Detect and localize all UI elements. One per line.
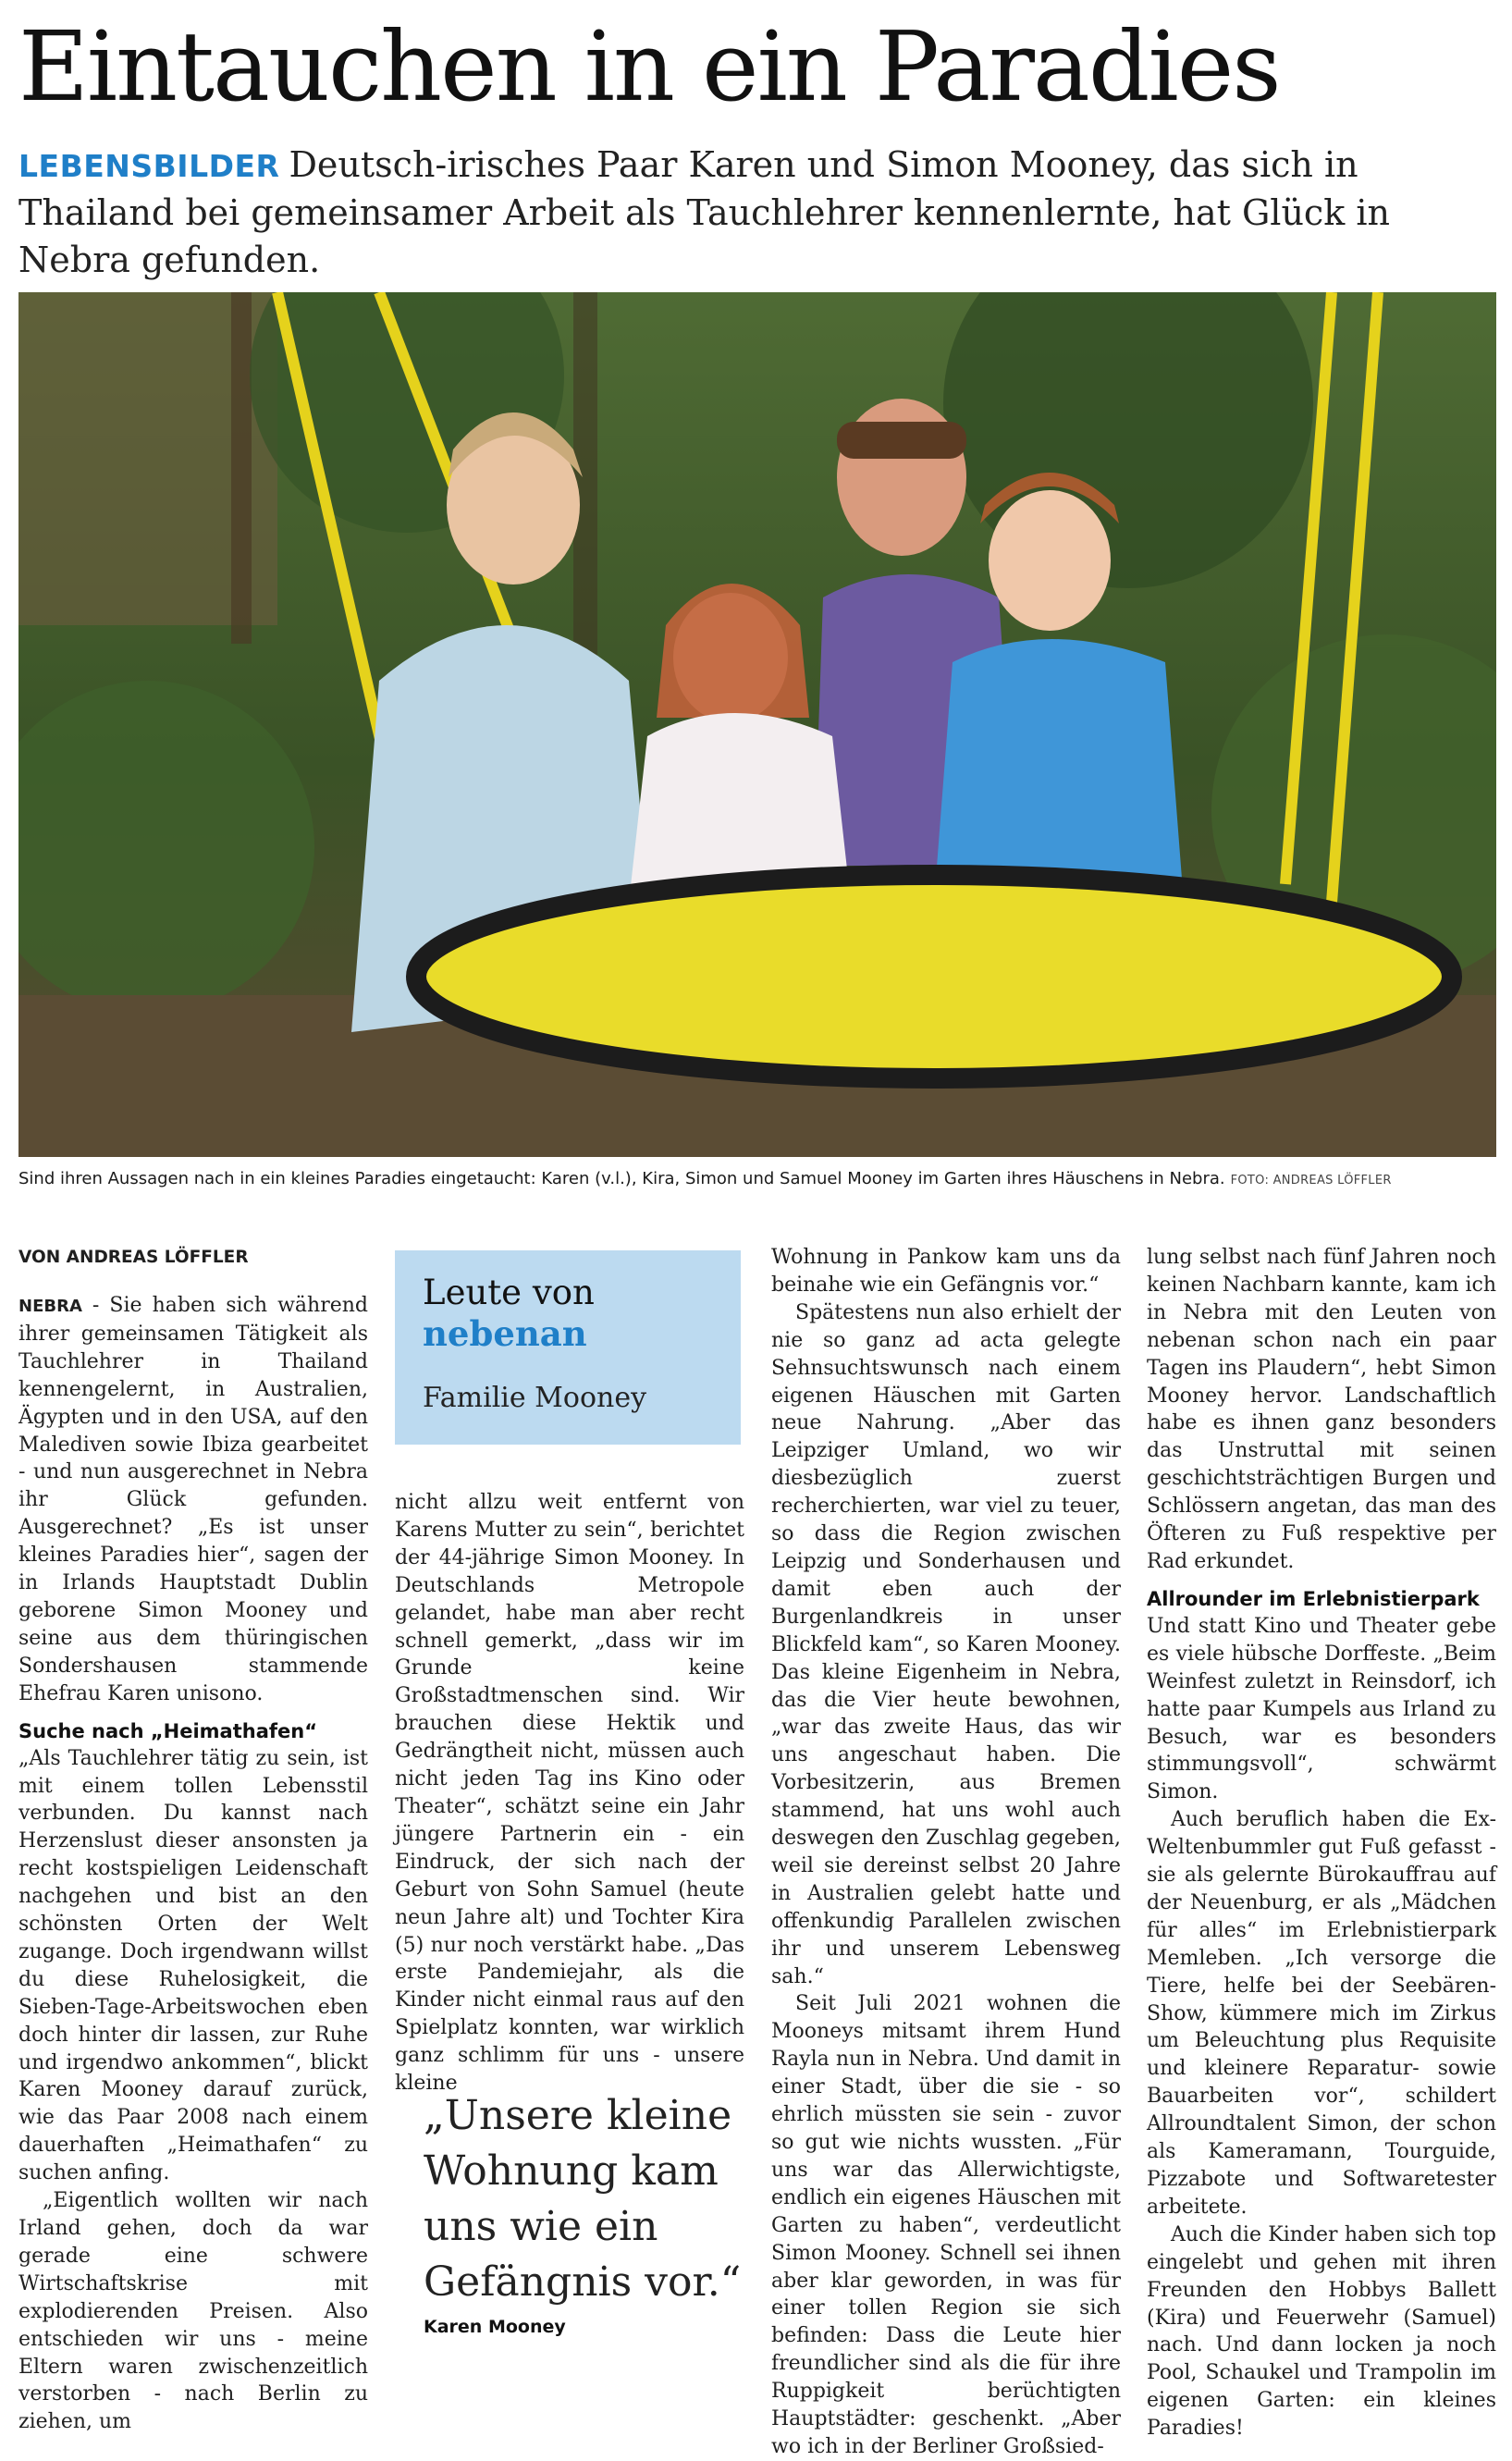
subheading-heimathafen: Suche nach „Heimathafen“ — [18, 1719, 318, 1742]
kicker: LEBENSBILDER — [18, 148, 280, 184]
photo-caption — [18, 1167, 1498, 1193]
pull-quote-author: Karen Mooney — [424, 2317, 566, 2337]
photo-credit: FOTO: ANDREAS LÖFFLER — [1230, 1174, 1392, 1187]
paragraph: nicht allzu weit entfernt von Karens Mutter zu sein“, berichtet der 44-jährige Simon Mooney. In Deutschlands Metropole gelandet, habe man aber recht schnell gemerkt, „dass wir im Grunde keine Großstadtmenschen sind. Wir brauchen diese Hektik und Gedrängtheit nicht, müssen auch nicht jeden Tag ins Kino oder Theater“, schätzt seine ein Jahr jüngere Partnerin ein - ein Eindruck, der sich nach der Geburt von Sohn Samuel (heute neun Jahre alt) und Tochter Kira (5) nur noch verstärkt habe. „Das erste Pandemiejahr, als die Kinder nicht einmal raus auf den Spielplatz konnten, war wirklich ganz schlimm für uns - unsere kleine — [395, 1491, 744, 2096]
paragraph: Spätestens nun also erhielt der nie so ganz ad acta gelegte Sehnsuchtswunsch nach einem eigenen Häuschen mit Garten neue Nahrung. „Aber das Leipziger Umland, wo wir diesbezüglich zuerst recherchierten, war viel zu teuer, so dass die Region zwischen Leipzig und Sonderhausen und damit eben auch der Burgenlandkreis in unser Blickfeld kam“, so Karen Mooney. Das kleine Eigenheim in Nebra, das die Vier heute bewohnen, „war das zweite Haus, das wir uns angeschaut haben. Die Vorbesitzerin, aus Bremen stammend, hat uns wohl auch deswegen den Zuschlag gegeben, weil sie dereinst selbst 20 Jahre in Australien gelebt hatte und offenkundig Parallelen zwischen ihr und unserem Lebensweg sah.“ — [771, 1300, 1121, 1988]
subline-text: Deutsch-irisches Paar Karen und Simon Mooney, das sich in Thailand bei gemeinsamer Arbeit als Tauchlehrer kennenlernte, hat Glück in Nebra gefunden. — [18, 144, 1390, 280]
paragraph: lung selbst nach fünf Jahren noch keinen Nachbarn kannte, kam ich in Nebra mit den Leuten von nebenan schon nach ein paar Tagen ins Plaudern“, hebt Simon Mooney hervor. Landschaftlich habe es ihnen ganz besonders das Unstruttal mit seinen geschichtsträchtigen Burgen und Schlössern angetan, das man des Öfteren zu Fuß respektive per Rad erkundet. — [1147, 1246, 1496, 1573]
info-box-title-line1: Leute von — [423, 1273, 595, 1312]
paragraph: Seit Juli 2021 wohnen die Mooneys mitsamt ihrem Hund Rayla nun in Nebra. Und damit in einer Stadt, über die sie - so ehrlich müssten sie sein - zuvor so gut wie nichts wussten. „Für uns war das Allerwichtigste, endlich ein eigenes Häuschen mit Garten zu haben“, verdeutlicht Simon Mooney. Schnell sei ihnen aber klar geworden, in was für einer tollen Region sie sich befinden: Dass die Leute hier freundlicher sind als die für ihre Ruppigkeit berüchtigten Hauptstädter: geschenkt. „Aber wo ich in der Berliner Großsied- — [771, 1992, 1121, 2458]
article-column-3 — [771, 1244, 1121, 2461]
info-box-subtitle: Familie Mooney — [423, 1382, 647, 1414]
paragraph: Wohnung in Pankow kam uns da beinahe wie ein Gefängnis vor.“ — [771, 1246, 1121, 1297]
article-column-4 — [1147, 1244, 1496, 2443]
paragraph: „Eigentlich wollten wir nach Irland gehen, doch da war gerade eine schwere Wirtschaftskrise mit explodierenden Preisen. Also entschieden wir uns - meine Eltern waren zwischenzeitlich verstorben - nach Berlin zu ziehen, um — [18, 2189, 368, 2434]
subline — [18, 142, 1498, 284]
info-box — [395, 1250, 741, 1445]
family-photo — [18, 292, 1496, 1157]
subheading-allrounder: Allrounder im Erlebnistierpark — [1147, 1587, 1480, 1610]
caption-text: Sind ihren Aussagen nach in ein kleines Paradies eingetaucht: Karen (v.l.), Kira, Simon und Samuel Mooney im Garten ihres Häuschens in Nebra. — [18, 1169, 1225, 1188]
byline: VON ANDREAS LÖFFLER — [18, 1248, 249, 1267]
paragraph: „Als Tauchlehrer tätig zu sein, ist mit einem tollen Lebensstil verbunden. Du kannst nach Herzenslust dieser ansonsten ja recht kostspieligen Leidenschaft nachgehen und bist an den schönsten Orten der Welt zugange. Doch irgendwann willst du diese Ruhelosigkeit, die Sieben-Tage-Arbeitswochen eben doch hinter dir lassen, zur Ruhe und irgendwo ankommen“, blickt Karen Mooney darauf zurück, wie das Paar 2008 nach einem dauerhaften „Heimathafen“ zu suchen anfing. — [18, 1746, 368, 2185]
article-column-2 — [395, 1489, 744, 2098]
headline: Eintauchen in ein Paradies — [18, 10, 1280, 123]
pull-quote: „Unsere kleine Wohnung kam uns wie ein Gefängnis vor.“ — [424, 2092, 742, 2306]
paragraph: Und statt Kino und Theater gebe es viele hübsche Dorffeste. „Beim Weinfest zuletzt in Reinsdorf, ich hatte paar Kumpels aus Irland zu Besuch, war es besonders stimmungsvoll“, schwärmt Simon. — [1147, 1614, 1496, 1804]
paragraph: Auch beruflich haben die Ex-Weltenbummler gut Fuß gefasst - sie als gelernte Bürokauffrau auf der Neuenburg, er als „Mädchen für alles“ im Erlebnistierpark Memleben. „Ich versorge die Tiere, helfe bei der Seebären-Show, kümmere mich im Zirkus um Beleuchtung plus Requisite und kleinere Reparatur- sowie Bauarbeiten vor“, schildert Allroundtalent Simon, der schon als Kameramann, Tourguide, Pizzabote und Softwaretester arbeitete. — [1147, 1808, 1496, 2219]
info-box-title-line2: nebenan — [423, 1313, 587, 1354]
article-column-1 — [18, 1244, 368, 2436]
paragraph — [18, 1292, 368, 1708]
photo-illustration — [18, 292, 1496, 1157]
paragraph: Auch die Kinder haben sich top eingelebt und gehen mit ihren Freunden den Hobbys Ballett (Kira) und Feuerwehr (Samuel) nach. Und dann locken ja noch Pool, Schaukel und Trampolin im eigenen Garten: ein kleines Paradies! — [1147, 2222, 1496, 2441]
dateline: NEBRA — [18, 1297, 82, 1316]
paragraph-text: - Sie haben sich während ihrer gemeinsamen Tätigkeit als Tauchlehrer in Thailand kennengelernt, in Australien, Ägypten und in den USA, auf den Malediven sowie Ibiza gearbeitet - und nun ausgerechnet in Nebra ihr Glück gefunden. Ausgerechnet? „Es ist unser kleines Paradies hier“, sagen der in Irlands Hauptstadt Dublin geborene Simon Mooney und seine aus dem thüringischen Sondershausen stammende Ehefrau Karen unisono. — [18, 1294, 368, 1705]
